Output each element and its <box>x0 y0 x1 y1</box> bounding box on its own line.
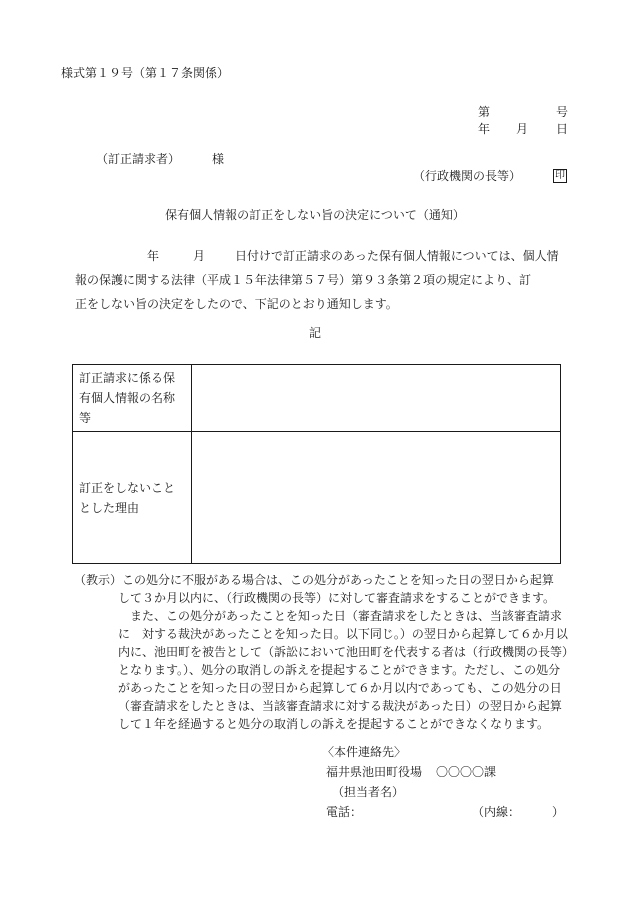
notice-line-5: 内に、池田町を被告として（訴訟において池田町を代表する者は（行政機関の長等） <box>118 645 575 659</box>
contact-department: 〇〇〇〇課 <box>436 765 497 779</box>
notice-line-7: があったことを知った日の翌日から起算して６か月以内であっても、この処分の日 <box>118 681 562 695</box>
notice-line-8: （審査請求をしたときは、当該審査請求に対する裁決があった日）の翌日から起算 <box>118 699 562 713</box>
date-year-label: 年 <box>478 122 491 136</box>
row-label-reason <box>73 432 192 564</box>
sender-name: （行政機関の長等） <box>413 169 522 183</box>
row-value-info-name <box>192 365 561 432</box>
contact-heading: 〈本件連絡先〉 <box>322 745 407 759</box>
notice-line-3: また、この処分があったことを知った日（審査請求をしたときは、当該審査請求 <box>130 609 562 623</box>
contact-office-line <box>322 762 496 782</box>
seal-mark: 印 <box>555 170 565 181</box>
contact-tel-line <box>322 802 565 822</box>
contact-tel-label: 電話： <box>326 805 363 819</box>
body-month: 月 <box>193 249 206 263</box>
date-day-label: 日 <box>555 122 568 136</box>
details-table <box>72 364 561 564</box>
instruction-notice <box>74 571 574 733</box>
body-line-3: 正をしない旨の決定をしたので、下記のとおり通知します。 <box>75 297 398 311</box>
body-line-2: 報の保護に関する法律（平成１５年法律第５７号）第９３条第２項の規定により、訂 <box>75 273 532 287</box>
table-row <box>73 432 561 564</box>
row2-label-line-2: とした理由 <box>79 500 140 515</box>
row-value-reason <box>192 432 561 564</box>
document-number-prefix: 第 <box>478 105 491 119</box>
body-line-1 <box>75 244 570 268</box>
body-line-1-rest: 日付けで訂正請求のあった保有個人情報については、個人情 <box>235 249 559 263</box>
addressee <box>96 152 224 168</box>
ki-heading: 記 <box>308 326 321 340</box>
contact-ext-label: （内線： <box>472 805 521 819</box>
body-year: 年 <box>147 249 160 263</box>
document-number-suffix: 号 <box>555 105 568 119</box>
document-title: 保有個人情報の訂正をしない旨の決定について（通知） <box>165 208 465 222</box>
row-label-info-name <box>73 365 192 432</box>
contact-person: （担当者名） <box>332 785 405 799</box>
notice-body <box>75 244 570 316</box>
form-number: 様式第１９号（第１７条関係） <box>61 66 230 80</box>
contact-ext-close: ） <box>552 805 565 819</box>
contact-office: 福井県池田町役場 <box>326 765 423 779</box>
notice-line-6: となります。）、処分の取消しの訴えを提起することができます。ただし、この処分 <box>118 663 561 677</box>
row2-label-line-1: 訂正をしないこと <box>79 480 176 495</box>
notice-line-2: して３か月以内に、（行政機関の長等）に対して審査請求をすることができます。 <box>118 591 556 605</box>
date-month-label: 月 <box>516 122 529 136</box>
row1-label-line-3: 等 <box>79 411 92 425</box>
row1-label-line-1: 訂正請求に係る保 <box>79 371 176 385</box>
requester-label: （訂正請求者） <box>96 152 181 166</box>
notice-line-4: に 対する裁決があったことを知った日。以下同じ。）の翌日から起算して６か月以 <box>118 627 568 641</box>
honorific: 様 <box>212 152 225 166</box>
notice-line-1: （教示）この処分に不服がある場合は、この処分があったことを知った日の翌日から起算 <box>74 573 554 587</box>
contact-block <box>322 742 565 822</box>
row1-label-line-2: 有個人情報の名称 <box>79 391 176 405</box>
notice-line-9: して１年を経過すると処分の取消しの訴えを提起することができなくなります。 <box>118 717 550 731</box>
table-row <box>73 365 561 432</box>
